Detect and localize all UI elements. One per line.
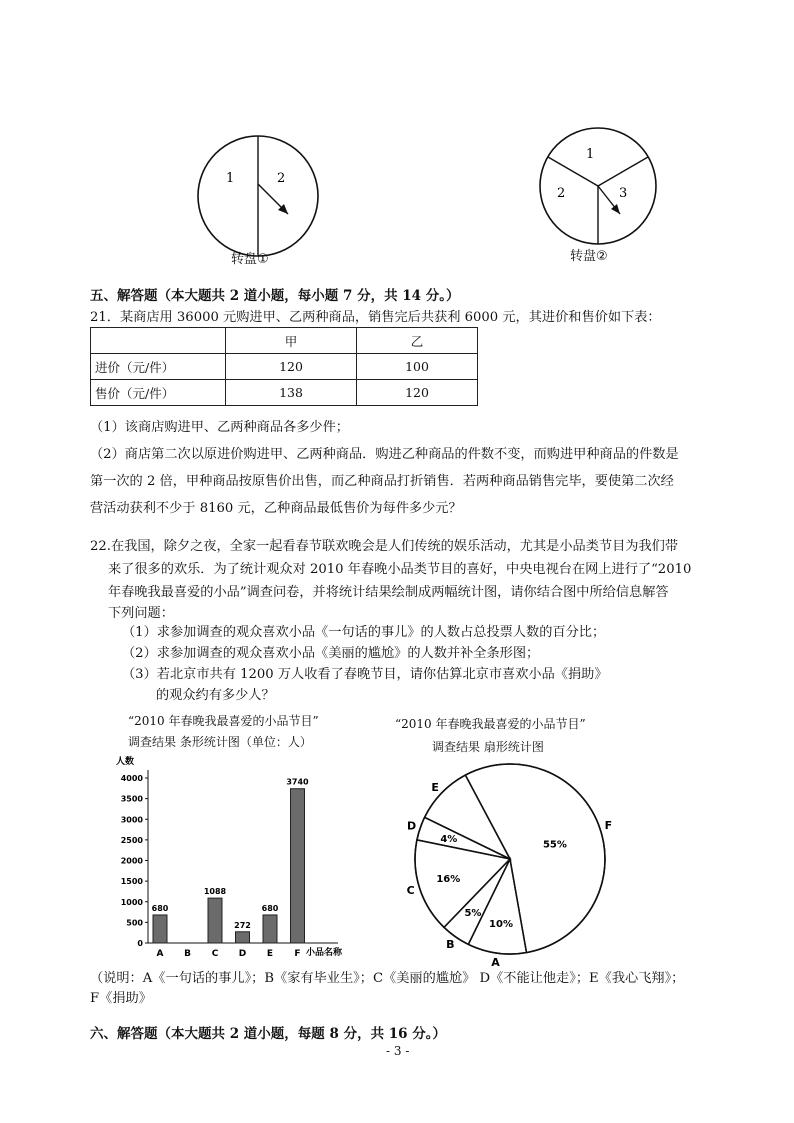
y-tick-label: 3000 (120, 815, 143, 825)
x-tick-label: A (156, 949, 164, 959)
pie-category-label: E (431, 780, 439, 794)
q21-part-2-line-1: （2）商店第二次以原进价购进甲、乙两种商品．购进乙种商品的件数不变，而购进甲种商品的件数是 (90, 447, 679, 462)
x-tick-label: D (238, 949, 247, 959)
bar (263, 915, 277, 943)
y-tick-label: 0 (137, 939, 143, 948)
pie-chart (395, 758, 625, 969)
spinner-2-sector-label: 3 (619, 186, 628, 201)
q22-note-line-2: F《捐助》 (90, 991, 152, 1006)
table-cell: 进价（元/件） (91, 354, 226, 380)
spinner-2-figure (532, 125, 672, 265)
table-cell: 120 (226, 354, 357, 380)
spinner-2-pointer-head (611, 204, 620, 214)
spinner-2-sector-label: 1 (586, 147, 595, 162)
q22-stem-line-3: 年春晚我最喜爱的小品”调查问卷，并将统计结果绘制成两幅统计图，请你结合图中所给信息解答 (108, 585, 669, 600)
pie-value-label: 10% (489, 918, 513, 930)
y-axis-label: 人数 (116, 757, 135, 767)
bar-data-label: 272 (234, 920, 251, 930)
spinner-1-figure (190, 128, 330, 268)
spinner-2-divider (598, 157, 648, 186)
table-row (91, 354, 478, 380)
bar (236, 932, 250, 943)
q22-part-3-line-2: 的观众约有多少人？ (156, 688, 275, 703)
section-5-heading: 五、解答题（本大题共 2 道小题，每小题 7 分，共 14 分。） (90, 288, 460, 304)
table-cell: 120 (357, 380, 478, 406)
y-tick-label: 1500 (120, 877, 143, 887)
x-tick-label: E (266, 949, 274, 959)
bar (153, 915, 167, 943)
table-header-cell: 甲 (226, 328, 357, 354)
table-header-cell (91, 328, 226, 354)
table-row (91, 380, 478, 406)
pie-value-label: 16% (436, 874, 461, 886)
spinner-2-caption: 转盘② (570, 249, 608, 264)
bar-chart-subtitle: 调查结果 条形统计图（单位：人） (128, 735, 312, 749)
y-tick-label: 2500 (120, 835, 143, 845)
bar (208, 898, 222, 943)
pie-chart-title: “2010 年春晚我最喜爱的小品节目” (395, 717, 586, 731)
q22-part-2: （2）求参加调查的观众喜欢小品《美丽的尴尬》的人数并补全条形图； (122, 646, 540, 661)
table-cell: 售价（元/件） (91, 380, 226, 406)
q21-part-2-line-3: 营活动获利不少于 8160 元，乙种商品最低售价为每件多少元？ (90, 501, 462, 516)
pie-category-label: D (406, 819, 417, 833)
bar-data-label: 1088 (203, 887, 227, 897)
table-cell: 138 (226, 380, 357, 406)
pie-value-label: 4% (440, 834, 458, 846)
q22-stem-line-2: 来了很多的欢乐．为了统计观众对 2010 年春晚小品类节目的喜好，中央电视台在网上进行了“2010 (108, 562, 692, 577)
bar-data-label: 680 (261, 903, 279, 913)
table-header-cell: 乙 (357, 328, 478, 354)
spinner-1-sector-label: 1 (226, 171, 235, 186)
pie-value-label: 55% (542, 839, 567, 851)
bar-data-label: 680 (151, 903, 169, 913)
pie-category-label: A (491, 955, 500, 969)
pie-value-label: 5% (464, 907, 482, 919)
spinner-2-sector-label: 2 (557, 186, 566, 201)
x-axis-label: 小品名称 (305, 948, 342, 958)
y-tick-label: 4000 (120, 774, 143, 783)
table-header-row (91, 328, 478, 354)
spinner-1-sector-label: 2 (277, 171, 286, 186)
bar-chart (112, 752, 362, 967)
x-tick-label: F (294, 949, 301, 959)
y-tick-label: 2000 (120, 856, 143, 866)
q22-note-line-1: （说明：A《一句话的事儿》；B《家有毕业生》；C《美丽的尴尬》 D《不能让他走》；E《我心飞翔》； (90, 971, 685, 986)
x-tick-label: B (184, 949, 191, 959)
bar-data-label: 3740 (286, 777, 309, 787)
pie-category-label: F (604, 819, 613, 833)
y-tick-label: 1000 (120, 897, 143, 907)
q22-stem-line-1: 22.在我国，除夕之夜，全家一起看春节联欢晚会是人们传统的娱乐活动，尤其是小品类节目为我们带 (90, 539, 679, 554)
q21-stem: 21．某商店用 36000 元购进甲、乙两种商品，销售完后共获利 6000 元，其进价和售价如下表： (90, 310, 661, 325)
page-number: - 3 - (386, 1044, 410, 1058)
q21-part-2-line-2: 第一次的 2 倍，甲种商品按原售价出售，而乙种商品打折销售．若两种商品销售完毕，要使第二次经 (90, 474, 674, 489)
x-tick-label: C (211, 949, 219, 959)
section-6-heading: 六、解答题（本大题共 2 道小题，每题 8 分，共 16 分。） (90, 1026, 447, 1042)
table-cell: 100 (357, 354, 478, 380)
q21-price-table (90, 327, 478, 406)
y-tick-label: 3500 (120, 794, 143, 804)
bar-chart-title: “2010 年春晚我最喜爱的小品节目” (128, 714, 319, 728)
y-tick-label: 500 (126, 918, 143, 928)
q22-part-1: （1）求参加调查的观众喜欢小品《一句话的事儿》的人数占总投票人数的百分比； (122, 625, 606, 640)
q22-part-3-line-1: （3）若北京市共有 1200 万人收看了春晚节目，请你估算北京市喜欢小品《捐助》 (122, 667, 608, 682)
q21-part-1: （1）该商店购进甲、乙两种商品各多少件； (90, 420, 349, 435)
q22-stem-line-4: 下列问题： (108, 606, 174, 621)
bar (291, 789, 305, 943)
pie-category-label: C (406, 883, 415, 897)
pie-chart-subtitle: 调查结果 扇形统计图 (432, 740, 544, 754)
spinner-1-caption: 转盘① (231, 252, 269, 267)
pie-category-label: B (446, 938, 455, 952)
